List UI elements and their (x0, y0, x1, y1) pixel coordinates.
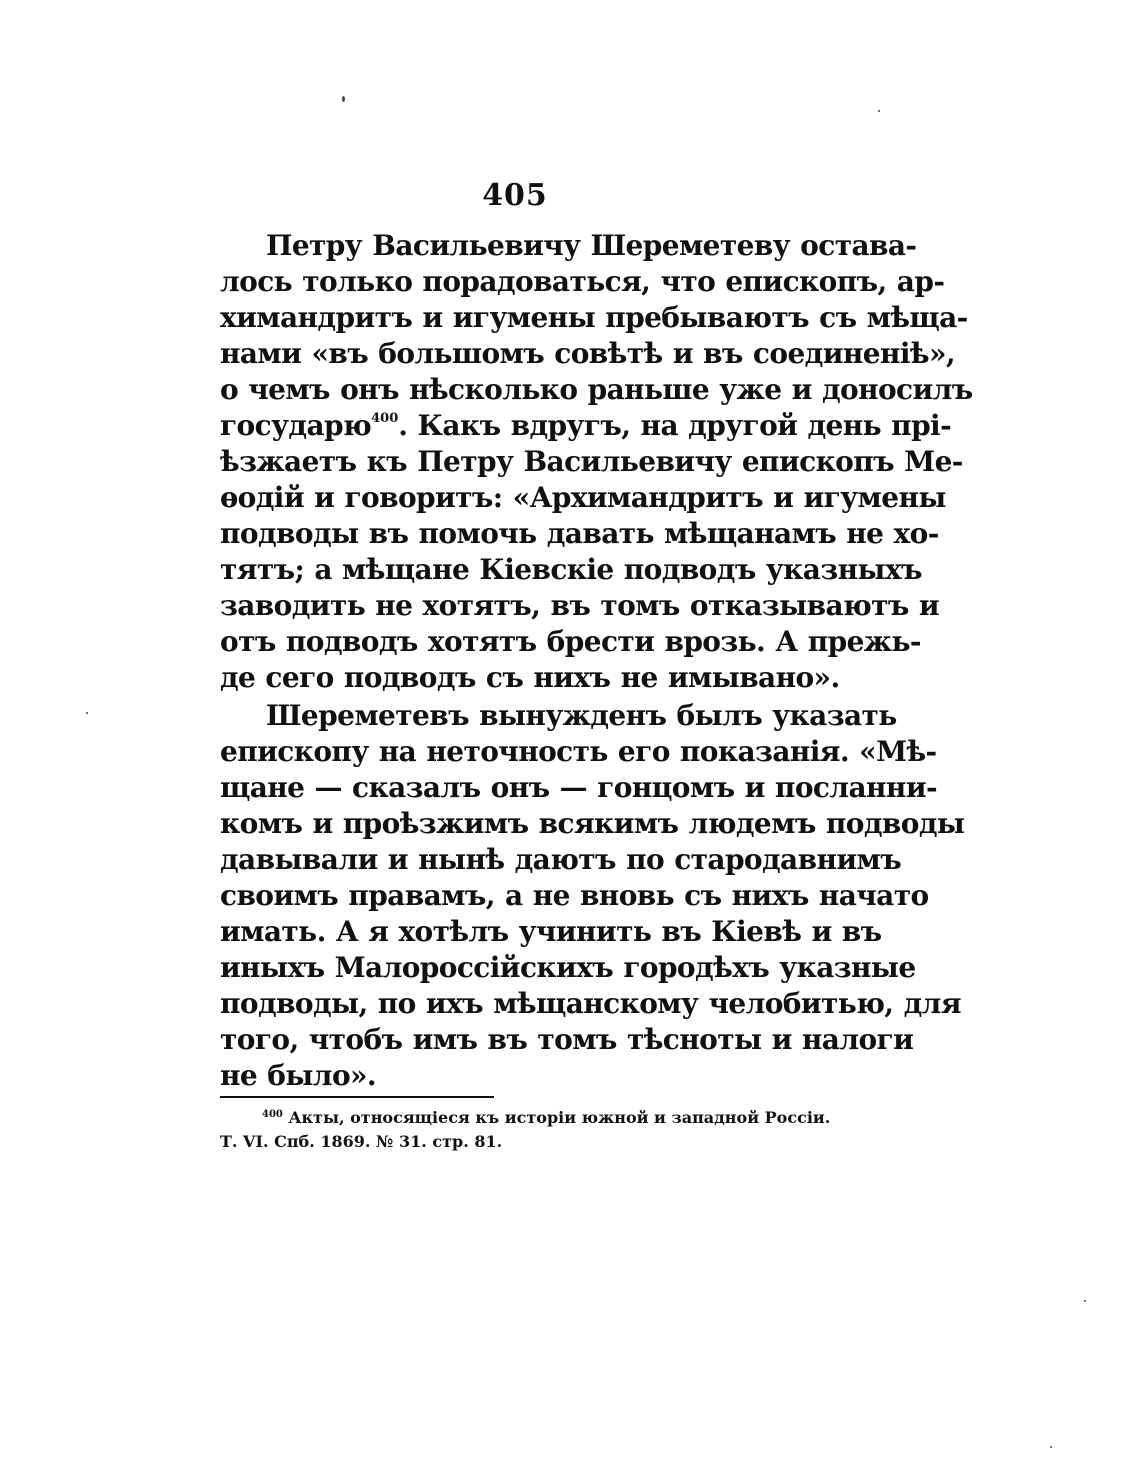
scan-speck (86, 712, 88, 714)
text-fragment: . Какъ вдругъ, на другой день прi- (398, 409, 952, 442)
text-line: нами «въ большомъ совѣтѣ и въ соединенiѣ», (220, 337, 956, 370)
scan-speck (342, 96, 345, 102)
text-line: своимъ правамъ, а не вновь съ нихъ начато (220, 879, 929, 912)
footnote (220, 1106, 831, 1154)
text-line: химандритъ и игумены пребываютъ съ мѣща- (220, 301, 968, 334)
paragraph-2 (220, 698, 965, 1094)
text-line (220, 408, 952, 444)
text-line: о чемъ онъ нѣсколько раньше уже и доносилъ (220, 373, 973, 406)
scan-speck (1084, 1300, 1086, 1302)
footnote-text: Акты, относящiеся къ исторiи южной и западной Россiи. (288, 1108, 831, 1127)
text-line: не было». (220, 1059, 377, 1092)
text-line: заводить не хотятъ, въ томъ отказываютъ и (220, 589, 940, 622)
text-line: комъ и проѣзжимъ всякимъ людемъ подводы (220, 807, 965, 840)
page-number: 405 (482, 178, 548, 213)
text-line: имать. А я хотѣлъ учинить въ Кiевѣ и въ (220, 915, 882, 948)
scan-speck (878, 110, 880, 112)
text-line: лось только порадоваться, что епископъ, ар- (220, 265, 945, 298)
text-line: давывали и нынѣ даютъ по стародавнимъ (220, 843, 902, 876)
text-line: Петру Васильевичу Шереметеву остава- (266, 229, 917, 262)
text-line: подводы, по ихъ мѣщанскому челобитью, для (220, 987, 961, 1020)
text-fragment: государю (220, 409, 372, 442)
text-line: подводы въ помочь давать мѣщанамъ не хо- (220, 517, 939, 550)
text-line: епископу на неточность его показанiя. «Мѣ- (220, 735, 937, 768)
footnote-line (220, 1106, 831, 1130)
footnote-marker: 400 (262, 1109, 283, 1120)
text-line: тятъ; а мѣщане Кiевскiе подводъ указныхъ (220, 553, 922, 586)
footnote-reference[interactable]: 400 (371, 411, 399, 426)
text-line: Шереметевъ вынужденъ былъ указать (266, 699, 897, 732)
scan-speck (1050, 1446, 1052, 1448)
text-line: иныхъ Малороссiйскихъ городѣхъ указные (220, 951, 916, 984)
footnote-line: Т. VI. Спб. 1869. № 31. стр. 81. (220, 1132, 503, 1151)
text-line: щане — сказалъ онъ — гонцомъ и посланни- (220, 771, 938, 804)
footnote-divider (220, 1096, 494, 1098)
text-line: ѣзжаетъ къ Петру Васильевичу епископъ Ме- (220, 445, 963, 478)
text-line: того, чтобъ имъ въ томъ тѣсноты и налоги (220, 1023, 914, 1056)
text-line: де сего подводъ съ нихъ не имывано». (220, 661, 840, 694)
paragraph-1 (220, 228, 973, 696)
text-line: ѳодiй и говоритъ: «Архимандритъ и игумены (220, 481, 946, 514)
text-line: отъ подводъ хотятъ брести врозь. А прежь- (220, 625, 921, 658)
